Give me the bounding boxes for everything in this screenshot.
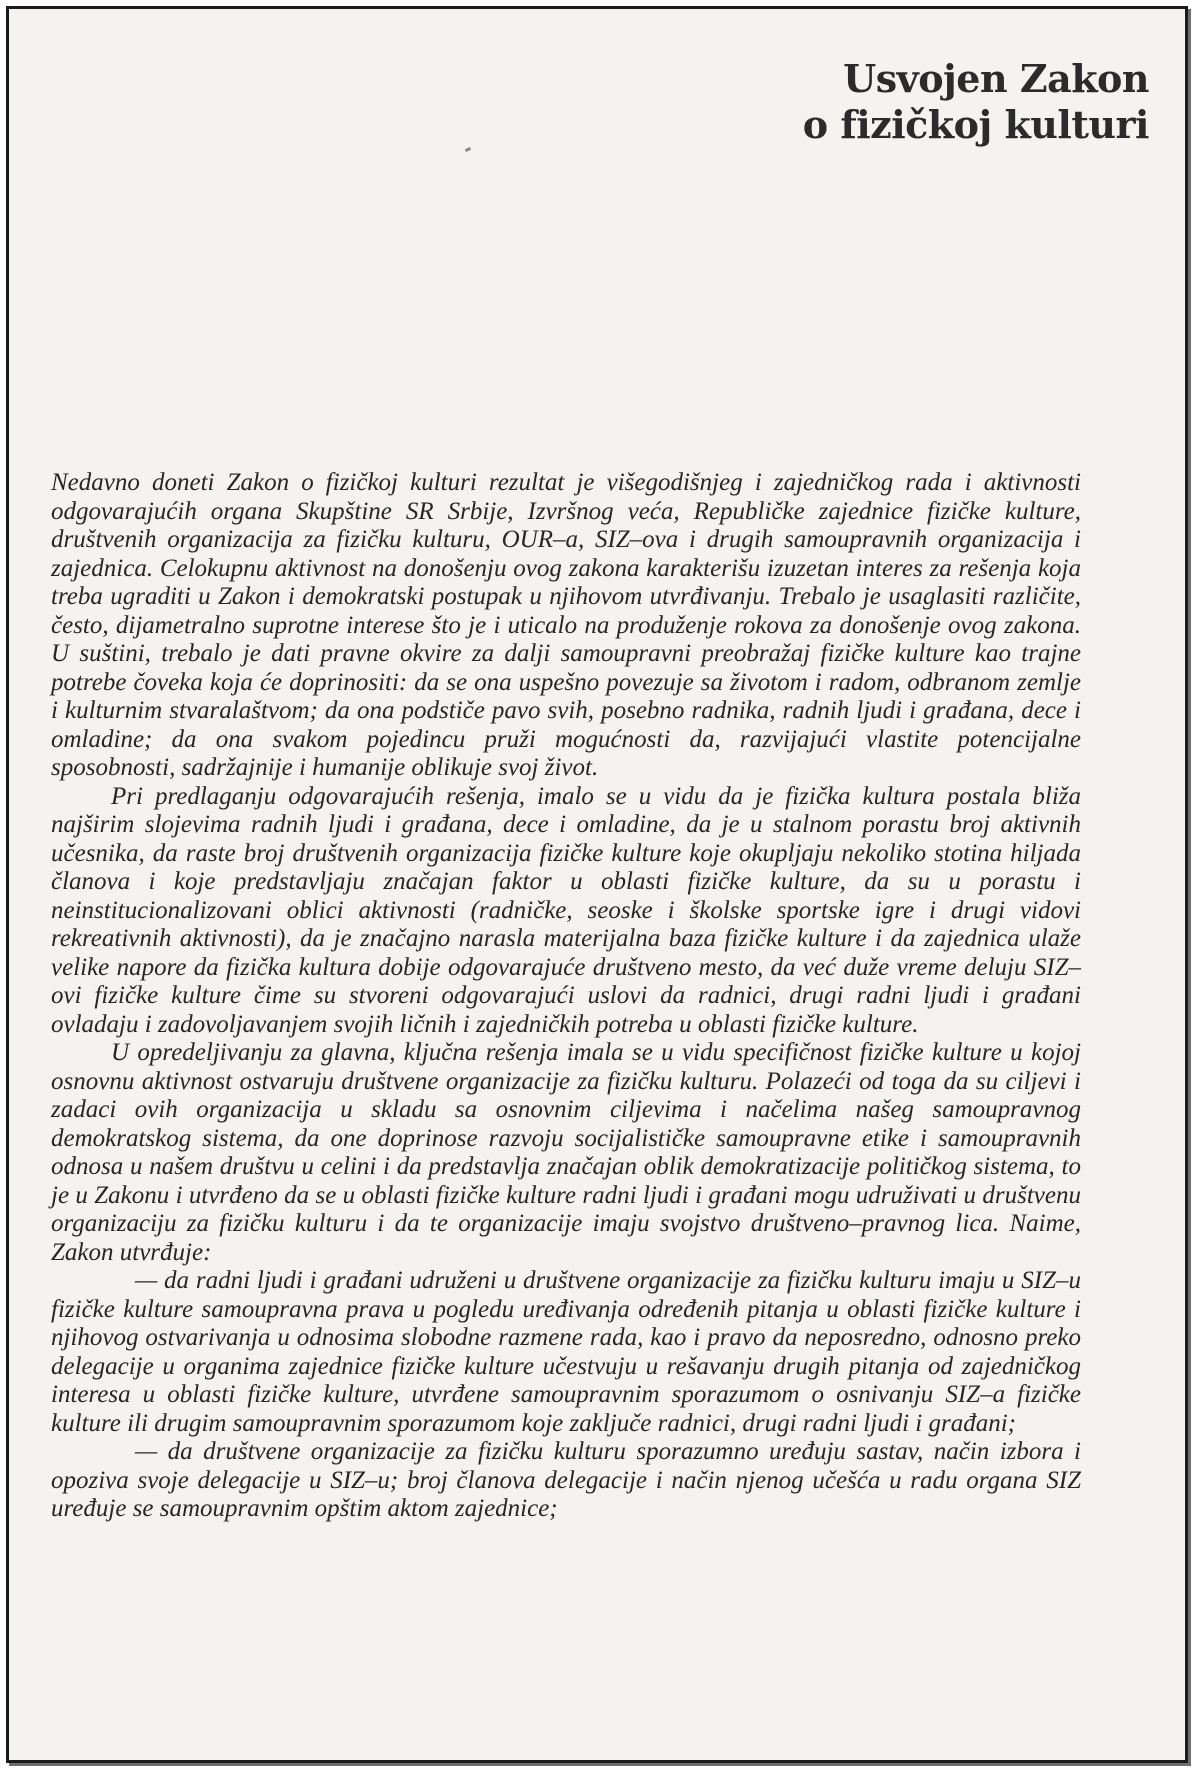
article-title-line-2: o fizičkoj kulturi — [802, 102, 1149, 147]
paragraph-considerations: Pri predlaganju odgovarajućih rešenja, imalo se u vidu da je fizička kultura postala bliža najširim slojevima radnih ljudi i građana, dece i omladine, da je u stalnom porastu broj aktivnih učesnika, da raste broj društvenih organizacija fizičke kulture koje okupljaju nekoliko stotina hiljada članova i koje predstavljaju značajan faktor u oblasti fizičke kulture, da su u porastu i neinstitucionalizovani oblici aktivnosti (radničke, seoske i školske sportske igre i drugi vidovi rekreativnih aktivnosti), da je značajno narasla materijalna baza fizičke kulture i da zajednica ulaže velike napore da fizička kultura dobije odgovarajuće društveno mesto, da već duže vreme deluju SIZ–ovi fizičke kulture čime su stvoreni odgovarajući uslovi da radnici, drugi radni ljudi i građani ovladaju i zadovoljavanjem svojih ličnih i zajedničkih potreba u oblasti fizičke kulture. — [51, 782, 1081, 1038]
article-title — [803, 56, 1149, 148]
print-speck — [465, 147, 472, 152]
list-item-delegation: — da društvene organizacije za fizičku kulturu sporazumno uređuju sastav, način izbora i opoziva svoje delegacije u SIZ–u; broj članova delegacije i način njenog učešća u radu organa SIZ uređuje se samoupravnim opštim aktom zajednice; — [51, 1438, 1081, 1522]
article-title-line-1: Usvojen Zakon — [843, 56, 1149, 101]
paragraph-key-solutions: U opredeljivanju za glavna, ključna rešenja imala se u vidu specifičnost fizičke kulture u kojoj osnovnu aktivnost ostvaruju društvene organizacije za fizičku kulturu. Polazeći od toga da su ciljevi i zadaci ovih organizacija u skladu sa osnovnim ciljevima i načelima našeg samoupravnog demokratskog sistema, da one doprinose razvoju socijalističke samoupravne etike i samoupravnih odnosa u našem društvu u celini i da predstavlja značajan oblik demokratizacije političkog sistema, to je u Zakonu i utvrđeno da se u oblasti fizičke kulture radni ljudi i građani mogu udruživati u društvenu organizaciju za fizičku kulturu i da te organizacije imaju svojstvo društveno–pravnog lica. Naime, Zakon utvrđuje: — [51, 1039, 1081, 1266]
document-page — [6, 6, 1188, 1763]
article-body — [51, 469, 1081, 1524]
list-item-rights: — da radni ljudi i građani udruženi u društvene organizacije za fizičku kulturu imaju u SIZ–u fizičke kulture samoupravna prava u pogledu uređivanja određenih pitanja u oblasti fizičke kulture i njihovog ostvarivanja u odnosima slobodne razmene rada, kao i pravo da neposredno, odnosno preko delegacije u organima zajednice fizičke kulture učestvuju u rešavanju drugih pitanja od zajedničkog interesa u oblasti fizičke kulture, utvrđene samoupravnim sporazumom o osnivanju SIZ–a fizičke kulture ili drugim samoupravnim sporazumom koje zaključe radnici, drugi radni ljudi i građani; — [51, 1267, 1081, 1437]
paragraph-intro: Nedavno doneti Zakon o fizičkoj kulturi rezultat je višegodišnjeg i zajedničkog rada i aktivnosti odgovarajućih organa Skupštine SR Srbije, Izvršnog veća, Republičke zajednice fizičke kulture, društvenih organizacija za fizičku kulturu, OUR–a, SIZ–ova i drugih samoupravnih organizacija i zajednica. Celokupnu aktivnost na donošenju ovog zakona karakterišu izuzetan interes za rešenja koja treba ugraditi u Zakon i demokratski postupak u njihovom utvrđivanju. Trebalo je usaglasiti različite, često, dijametralno suprotne interese što je i uticalo na produženje rokova za donošenje ovog zakona. U suštini, trebalo je dati pravne okvire za dalji samoupravni preobražaj fizičke kulture kao trajne potrebe čoveka koja će doprinositi: da se ona uspešno povezuje sa životom i radom, odbranom zemlje i kulturnim stvaralaštvom; da ona podstiče pavo svih, posebno radnika, radnih ljudi i građana, dece i omladine; da ona svakom pojedincu pruži mogućnosti da, razvijajući vlastite potencijalne sposobnosti, sadržajnije i humanije oblikuje svoj život. — [51, 469, 1081, 781]
